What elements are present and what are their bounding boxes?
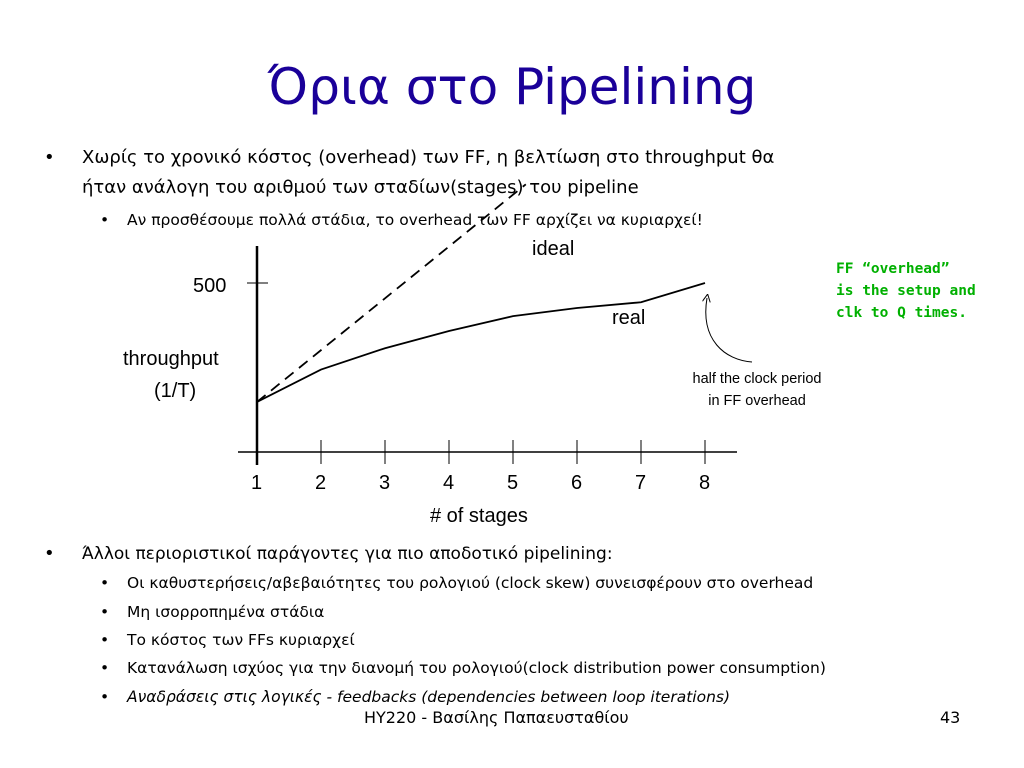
x-tick-label-3: 3 (379, 472, 391, 494)
x-tick-label-7: 7 (635, 472, 647, 494)
annotation-line-2: in FF overhead (708, 393, 806, 409)
x-tick-label-2: 2 (315, 472, 327, 494)
bullet-dot: • (100, 688, 110, 706)
bullet-2-text: Άλλοι περιοριστικοί παράγοντες για πιο αποδοτικό pipelining: (82, 544, 613, 564)
x-axis-label: # of stages (430, 505, 528, 527)
bullet-dot: • (100, 574, 110, 592)
bullet-1-line-1: Χωρίς το χρονικό κόστος (overhead) των FF, η βελτίωση στο throughput θα (82, 147, 775, 168)
x-tick-label-5: 5 (507, 472, 519, 494)
bullet-2-sub-text: Το κόστος των FFs κυριαρχεί (127, 631, 355, 649)
bullet-2-sub-text: Κατανάλωση ισχύος για την διανομή του ρολογιού(clock distribution power consumption) (127, 659, 826, 677)
x-tick-label-6: 6 (571, 472, 583, 494)
annotation-line-1: half the clock period (692, 371, 822, 387)
series-label-real: real (612, 307, 646, 329)
ff-overhead-note-line-1: FF “overhead” (836, 261, 950, 277)
y-tick-label-500: 500 (193, 275, 227, 297)
annotation-arrow (706, 298, 752, 362)
bullet-2-sub-text: Οι καθυστερήσεις/αβεβαιότητες του ρολογιού (clock skew) συνεισφέρουν στο overhead (127, 574, 814, 592)
bullet-dot: • (100, 603, 110, 621)
ff-overhead-note-line-2: is the setup and (836, 283, 976, 299)
x-tick-label-1: 1 (251, 472, 263, 494)
bullet-dot: • (100, 631, 110, 649)
ff-overhead-note-line-3: clk to Q times. (836, 305, 967, 321)
y-axis-label-line-1: throughput (123, 348, 219, 370)
series-ideal-line (257, 184, 526, 402)
bullet-2-sub-text: Αναδράσεις στις λογικές - feedbacks (dependencies between loop iterations) (127, 688, 731, 706)
bullet-dot: • (44, 147, 55, 168)
series-label-ideal: ideal (532, 238, 575, 260)
slide-title: Όρια στο Pipelining (267, 58, 757, 116)
x-tick-label-8: 8 (699, 472, 711, 494)
chart-series (257, 184, 705, 402)
ff-overhead-note (836, 258, 976, 324)
bullet-2-sub-text: Μη ισορροπημένα στάδια (127, 603, 325, 621)
y-axis-label-line-2: (1/T) (154, 380, 197, 402)
bullet-dot: • (100, 211, 110, 229)
clock-period-annotation (672, 368, 842, 412)
x-tick-label-4: 4 (443, 472, 455, 494)
series-real-line (257, 283, 705, 402)
page-number: 43 (940, 708, 961, 727)
bullet-dot: • (44, 543, 55, 564)
footer-author: ΗΥ220 - Βασίλης Παπαευσταθίου (364, 708, 629, 727)
chart-axes (238, 246, 737, 465)
bullet-1-line-2: ήταν ανάλογη του αριθμού των σταδίων(stages) του pipeline (82, 177, 639, 198)
bullet-dot: • (100, 659, 110, 677)
bullet-1-sub-text: Αν προσθέσουμε πολλά στάδια, το overhead των FF αρχίζει να κυριαρχεί! (127, 211, 703, 229)
